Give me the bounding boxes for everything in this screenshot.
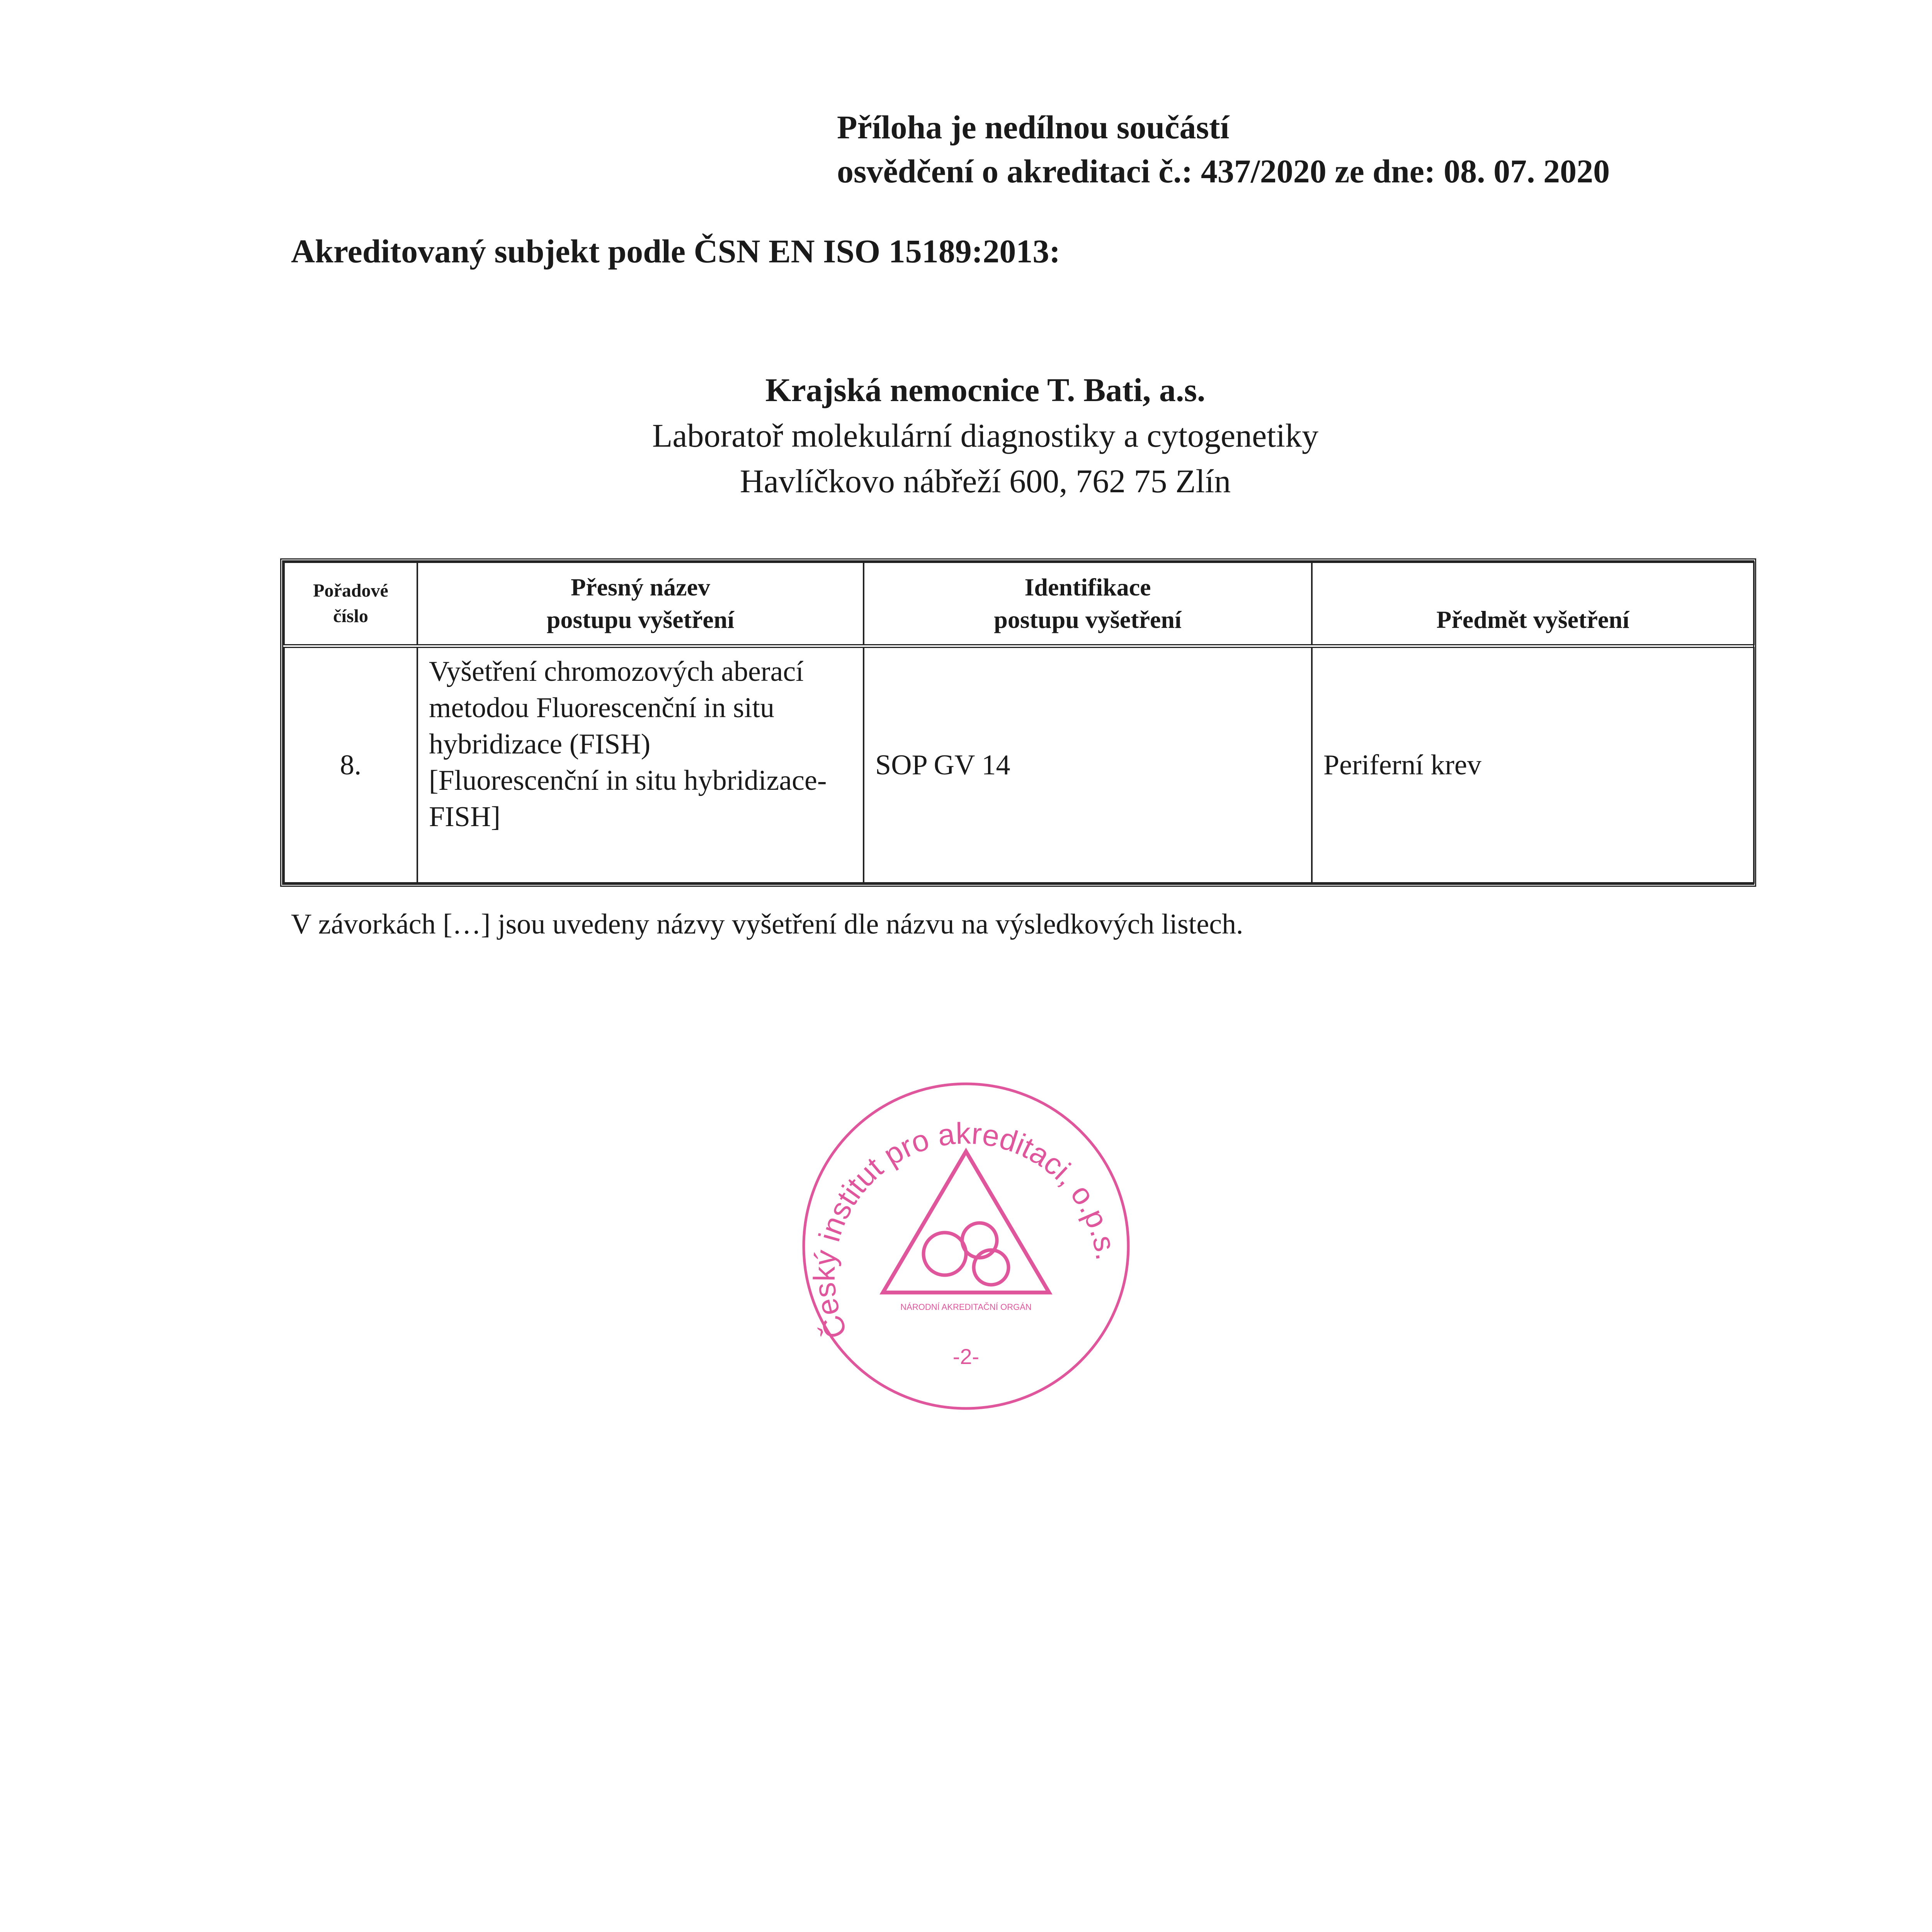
organization-department: Laboratoř molekulární diagnostiky a cytogenetiky [652, 417, 1319, 454]
stamp-number: -2- [952, 1344, 980, 1369]
header-identification-line1: Identifikace [1024, 573, 1151, 601]
stamp-ring-text: Český institut pro akreditaci, o.p.s. [807, 1116, 1124, 1344]
procedure-name-main: Vyšetření chromozových aberací metodou Fluorescenční in situ hybridizace (FISH) [429, 656, 804, 760]
accreditation-table [280, 558, 1756, 887]
header-procedure-name-line2: postupu vyšetření [546, 606, 735, 633]
header-identification-line2: postupu vyšetření [994, 606, 1182, 633]
header-procedure-identification [864, 562, 1312, 646]
row-order-number: 8. [284, 646, 417, 883]
table-note: V závorkách […] jsou uvedeny názvy vyšetření dle názvu na výsledkových listech. [291, 908, 1243, 940]
accreditation-stamp [798, 1078, 1134, 1414]
stamp-inner-text: NÁRODNÍ AKREDITAČNÍ ORGÁN [900, 1302, 1032, 1312]
organization-name: Krajská nemocnice T. Bati, a.s. [765, 371, 1206, 408]
header-procedure-name [417, 562, 864, 646]
row-procedure-name [417, 646, 864, 883]
annex-header [837, 105, 1610, 193]
header-order-number [284, 562, 417, 646]
organization-block [0, 367, 1932, 504]
annex-line-1: Příloha je nedílnou součástí [837, 109, 1230, 146]
row-examination-subject: Periferní krev [1312, 646, 1754, 883]
header-order-number-line2: číslo [333, 606, 368, 626]
header-examination-subject [1312, 562, 1754, 646]
organization-address: Havlíčkovo nábřeží 600, 762 75 Zlín [740, 463, 1231, 500]
annex-line-2: osvědčení o akreditaci č.: 437/2020 ze dne: 08. 07. 2020 [837, 153, 1610, 190]
table-header-row [284, 562, 1754, 646]
accredited-subject-heading: Akreditovaný subjekt podle ČSN EN ISO 15189:2013: [291, 233, 1061, 270]
header-procedure-name-line1: Přesný název [571, 573, 710, 601]
table-row [284, 646, 1754, 883]
procedure-name-result-sheet: [Fluorescenční in situ hybridizace-FISH] [429, 765, 827, 833]
header-examination-subject-text: Předmět vyšetření [1436, 606, 1629, 633]
stamp-letter-c-icon [923, 1233, 966, 1275]
header-order-number-line1: Pořadové [313, 580, 388, 601]
row-identification: SOP GV 14 [864, 646, 1312, 883]
stamp-triangle [883, 1151, 1049, 1293]
